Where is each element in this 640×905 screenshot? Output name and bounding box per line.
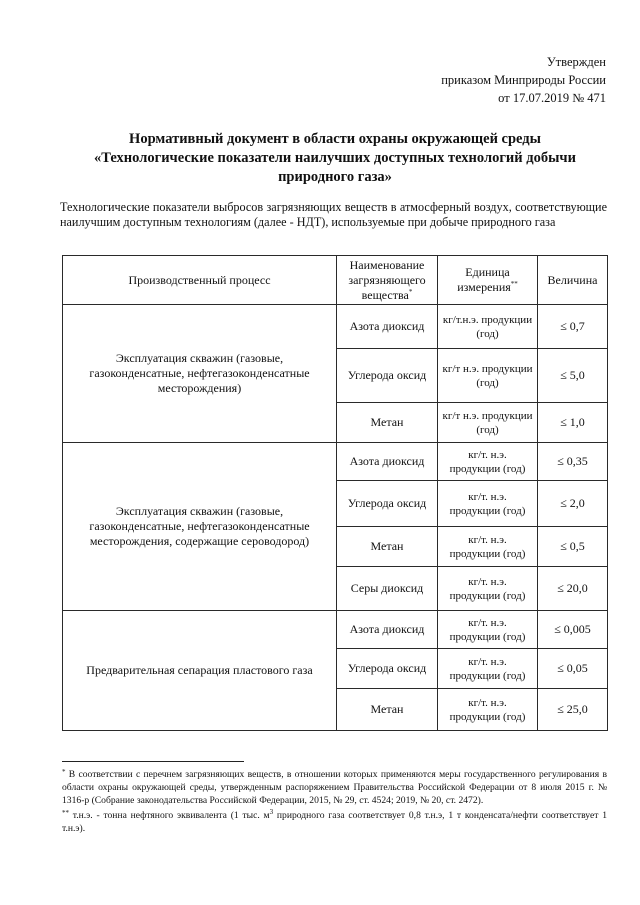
footnote-2-mark: ** <box>62 809 69 817</box>
approval-line-3: от 17.07.2019 № 471 <box>498 91 606 105</box>
substance-cell: Углерода оксид <box>337 649 438 689</box>
value-cell: ≤ 2,0 <box>538 481 608 527</box>
document-title <box>40 130 630 187</box>
substance-cell: Азота диоксид <box>337 611 438 649</box>
title-line-1: Нормативный документ в области охраны окружающей среды <box>129 131 541 147</box>
value-cell: ≤ 1,0 <box>538 403 608 443</box>
substance-cell: Серы диоксид <box>337 567 438 611</box>
footnote-divider <box>62 761 244 762</box>
footnote-2-text-b: природного газа соответствует 0,8 т.н.э, 1 т конденсата/нефти соответствует 1 т.н.э). <box>62 810 607 834</box>
intro-paragraph: Технологические показатели выбросов загрязняющих веществ в атмосферный воздух, соответствующие наилучшим доступным технологиям (далее - НДТ), используемые при добыче природного газа <box>60 200 607 229</box>
footnote-1 <box>62 766 607 807</box>
unit-cell: кг/т. н.э. продукции (год) <box>438 649 538 689</box>
process-cell: Предварительная сепарация пластового газа <box>63 611 337 731</box>
substance-cell: Азота диоксид <box>337 305 438 349</box>
substance-cell: Азота диоксид <box>337 443 438 481</box>
value-cell: ≤ 0,35 <box>538 443 608 481</box>
approval-stamp <box>441 53 606 107</box>
footnote-1-mark: * <box>62 768 66 776</box>
unit-cell: кг/т. н.э. продукции (год) <box>438 611 538 649</box>
value-cell: ≤ 0,7 <box>538 305 608 349</box>
unit-cell: кг/т н.э. продукции (год) <box>438 349 538 403</box>
value-cell: ≤ 5,0 <box>538 349 608 403</box>
substance-cell: Углерода оксид <box>337 349 438 403</box>
substance-footnote-mark: * <box>408 287 413 296</box>
approval-line-1: Утвержден <box>546 55 606 69</box>
unit-footnote-mark: ** <box>510 280 518 288</box>
footnote-2 <box>62 807 607 835</box>
value-cell: ≤ 25,0 <box>538 689 608 731</box>
substance-cell: Метан <box>337 689 438 731</box>
unit-cell: кг/т. н.э. продукции (год) <box>438 443 538 481</box>
header-value: Величина <box>538 256 608 305</box>
unit-cell: кг/т. н.э. продукции (год) <box>438 527 538 567</box>
table-row <box>63 305 608 349</box>
header-substance: Наименование загрязняющего вещества* <box>337 256 438 305</box>
value-cell: ≤ 0,5 <box>538 527 608 567</box>
unit-cell: кг/т. н.э. продукции (год) <box>438 567 538 611</box>
substance-cell: Углерода оксид <box>337 481 438 527</box>
header-process: Производственный процесс <box>63 256 337 305</box>
value-cell: ≤ 0,005 <box>538 611 608 649</box>
value-cell: ≤ 20,0 <box>538 567 608 611</box>
unit-cell: кг/т.н.э. продукции (год) <box>438 305 538 349</box>
value-cell: ≤ 0,05 <box>538 649 608 689</box>
header-unit: Единица измерения** <box>438 256 538 305</box>
footnote-2-superscript: 3 <box>269 807 274 816</box>
substance-cell: Метан <box>337 527 438 567</box>
title-line-3: природного газа» <box>278 169 392 185</box>
title-line-2: «Технологические показатели наилучших доступных технологий добычи <box>94 150 576 166</box>
process-cell: Эксплуатация скважин (газовые, газоконденсатные, нефтегазоконденсатные месторождения, содержащие сероводород) <box>63 443 337 611</box>
process-cell: Эксплуатация скважин (газовые, газоконденсатные, нефтегазоконденсатные месторождения) <box>63 305 337 443</box>
footnote-2-text-a: т.н.э. - тонна нефтяного эквивалента (1 тыс. м <box>72 810 270 821</box>
table-row <box>63 443 608 481</box>
footnote-1-text: В соответствии с перечнем загрязняющих веществ, в отношении которых применяются меры государственного регулирования в области охраны окружающей среды, утвержденным распоряжением Правительства Российской Федерации от 8 июля 2015 г. № 1316-р (Собрание законодательства Российской Федерации, 2015, № 29, ст. 4524; 2019, № 20, ст. 2472). <box>62 769 607 806</box>
indicators-table <box>62 255 608 731</box>
approval-line-2: приказом Минприроды России <box>441 73 606 87</box>
unit-cell: кг/т. н.э. продукции (год) <box>438 481 538 527</box>
unit-cell: кг/т н.э. продукции (год) <box>438 403 538 443</box>
unit-cell: кг/т. н.э. продукции (год) <box>438 689 538 731</box>
table-row <box>63 611 608 649</box>
table-header-row <box>63 256 608 305</box>
footnotes <box>62 766 607 835</box>
substance-cell: Метан <box>337 403 438 443</box>
